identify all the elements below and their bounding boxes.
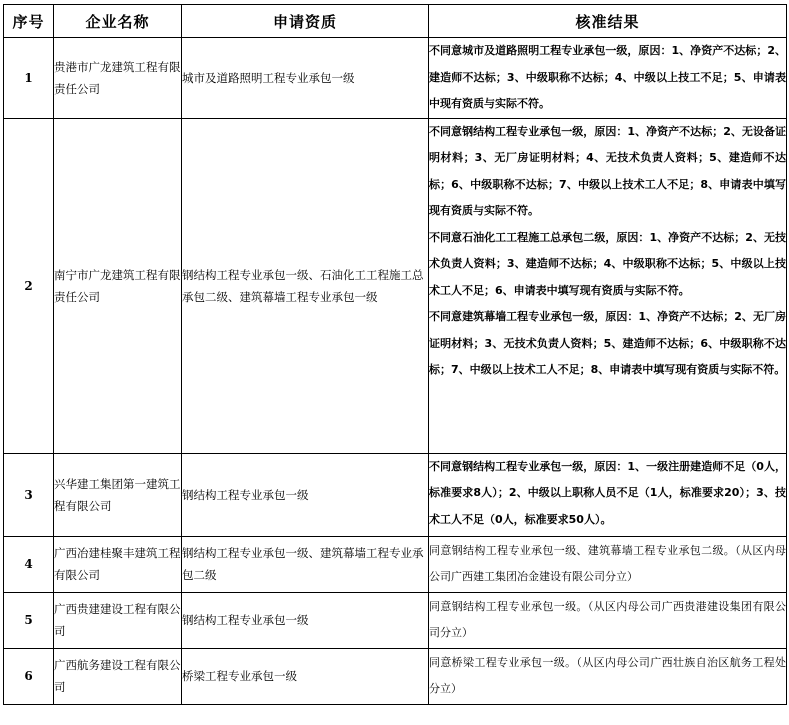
company-name: 南宁市广龙建筑工程有限责任公司 [54,118,182,453]
row-number: 6 [4,648,54,704]
table-row [4,453,787,536]
company-name: 贵港市广龙建筑工程有限责任公司 [54,38,182,119]
company-name: 广西冶建桂聚丰建筑工程有限公司 [54,536,182,592]
approval-result [429,592,787,648]
applied-qualification: 钢结构工程专业承包一级 [182,592,429,648]
result-paragraph: 不同意钢结构工程专业承包一级，原因：1、净资产不达标；2、无设备证明材料；3、无厂房证明材料；4、无技术负责人资料；5、建造师不达标；6、中级职称不达标；7、中级以上技术工人不足；8、申请表中填写现有资质与实际不符。 [429,124,786,217]
result-paragraph: 不同意建筑幕墙工程专业承包一级，原因：1、净资产不达标；2、无厂房证明材料；3、无技术负责人资料；5、建造师不达标；6、中级职称不达标；7、中级以上技术工人不足；8、申请表中填写现有资质与实际不符。 [429,310,786,376]
table-row [4,592,787,648]
result-paragraph: 同意钢结构工程专业承包一级、建筑幕墙工程专业承包二级。（从区内母公司广西建工集团冶金建设有限公司分立） [429,543,786,583]
applied-qualification: 桥梁工程专业承包一级 [182,648,429,704]
result-paragraph: 同意钢结构工程专业承包一级。（从区内母公司广西贵港建设集团有限公司分立） [429,599,786,639]
result-paragraph: 不同意钢结构工程专业承包一级，原因：1、一级注册建造师不足（0人，标准要求8人）；2、中级以上职称人员不足（1人，标准要求20）；3、技术工人不足（0人，标准要求50人）。 [429,459,786,526]
header-row [4,5,787,38]
approval-result [429,536,787,592]
applied-qualification: 钢结构工程专业承包一级 [182,453,429,536]
row-number: 5 [4,592,54,648]
header-company: 企业名称 [54,5,182,38]
row-number: 4 [4,536,54,592]
table-row [4,38,787,119]
header-result: 核准结果 [429,5,787,38]
approval-result [429,118,787,453]
applied-qualification: 钢结构工程专业承包一级、建筑幕墙工程专业承包二级 [182,536,429,592]
result-paragraph: 不同意城市及道路照明工程专业承包一级，原因：1、净资产不达标；2、建造师不达标；3、中级职称不达标；4、中级以上技工不足；5、申请表中现有资质与实际不符。 [429,44,786,110]
row-number: 1 [4,38,54,119]
result-paragraph: 同意桥梁工程专业承包一级。（从区内母公司广西壮族自治区航务工程处分立） [429,655,786,695]
table-row [4,536,787,592]
result-paragraph: 不同意石油化工工程施工总承包二级，原因：1、净资产不达标；2、无技术负责人资料；3、建造师不达标；4、中级职称不达标；5、中级以上技术工人不足；6、申请表中填写现有资质与实际不符。 [429,230,786,297]
applied-qualification: 钢结构工程专业承包一级、石油化工工程施工总承包二级、建筑幕墙工程专业承包一级 [182,118,429,453]
header-no: 序号 [4,5,54,38]
approval-result [429,453,787,536]
header-qualification: 申请资质 [182,5,429,38]
approval-results-table [3,4,787,705]
approval-result [429,648,787,704]
applied-qualification: 城市及道路照明工程专业承包一级 [182,38,429,119]
company-name: 广西航务建设工程有限公司 [54,648,182,704]
table-row [4,118,787,453]
company-name: 兴华建工集团第一建筑工程有限公司 [54,453,182,536]
row-number: 2 [4,118,54,453]
approval-result [429,38,787,119]
row-number: 3 [4,453,54,536]
table-row [4,648,787,704]
company-name: 广西贵建建设工程有限公司 [54,592,182,648]
